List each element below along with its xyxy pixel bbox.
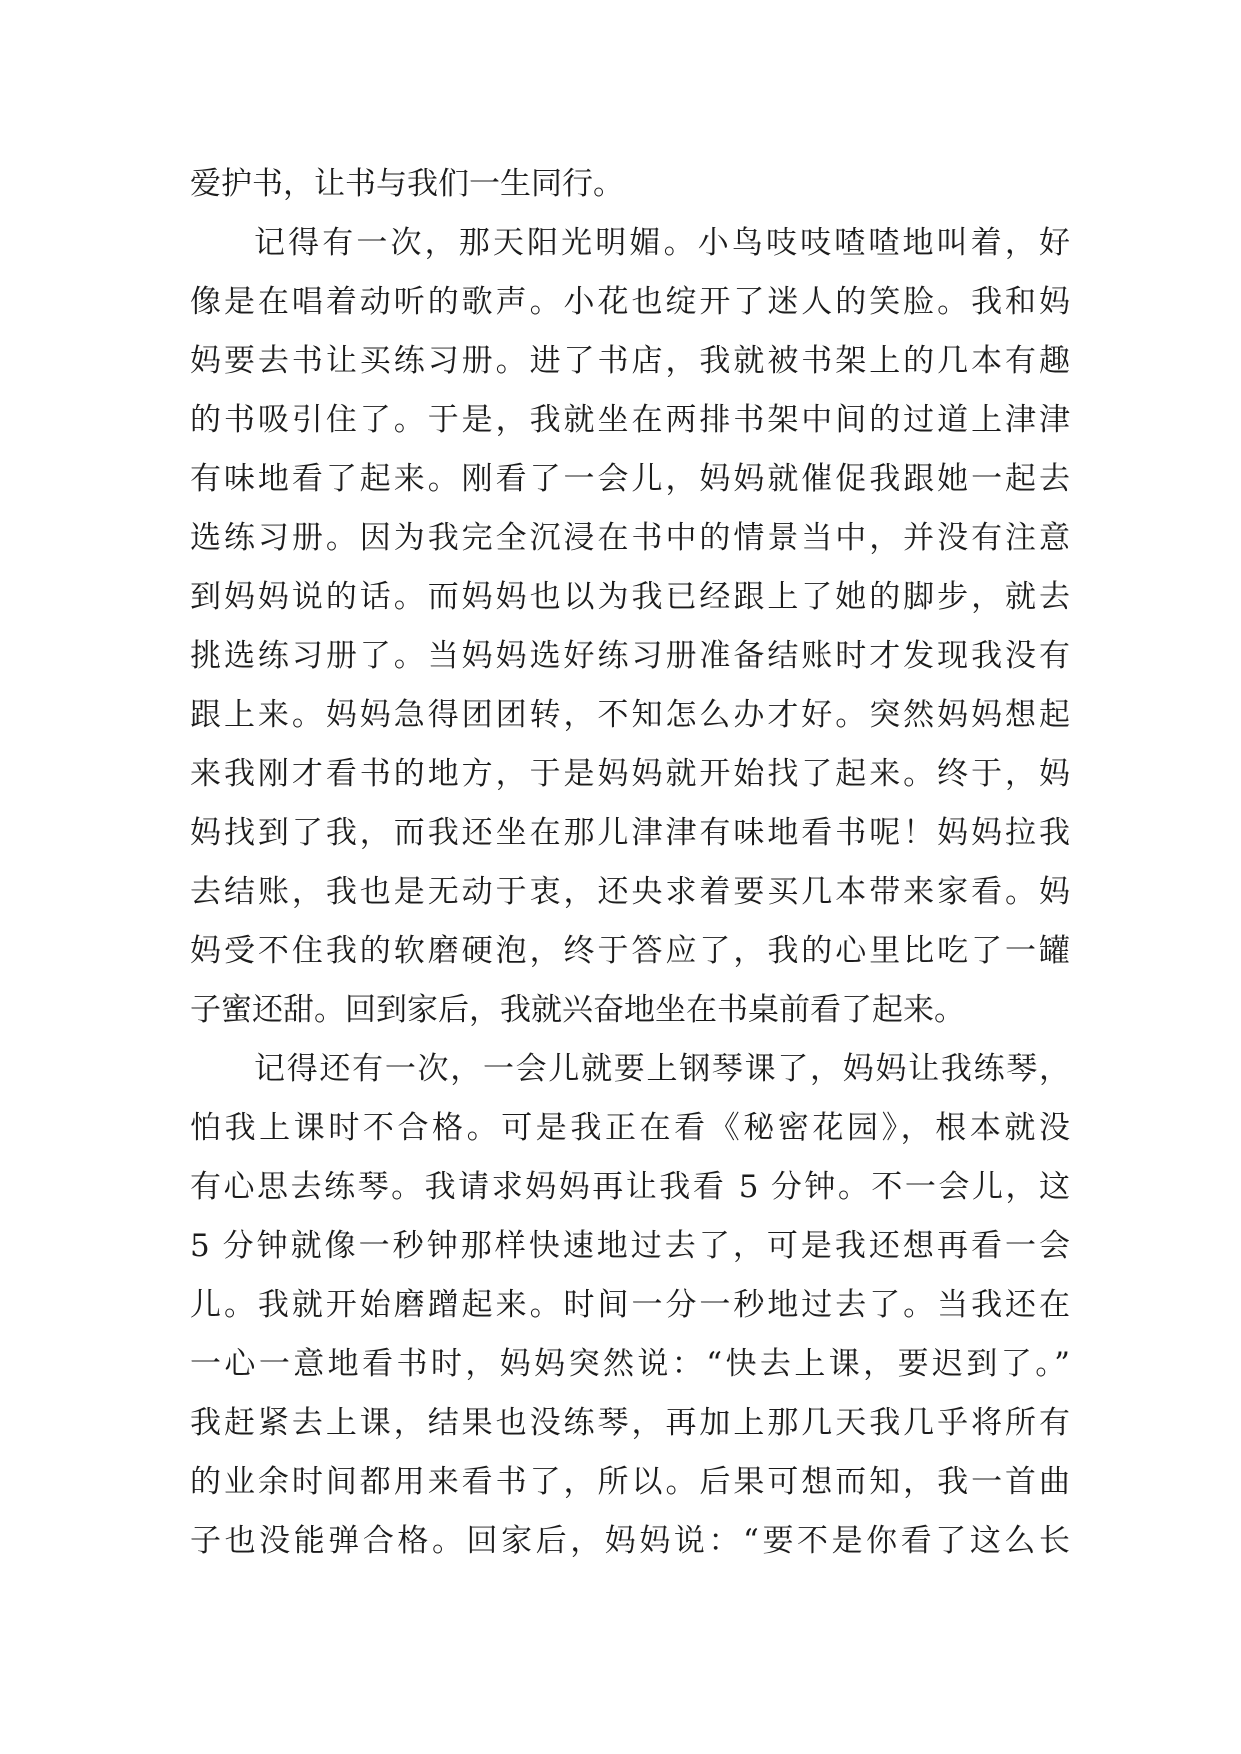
paragraph-line: 的业余时间都用来看书了，所以。后果可想而知，我一首曲	[190, 1464, 1070, 1500]
paragraph-line: 像是在唱着动听的歌声。小花也绽开了迷人的笑脸。我和妈	[190, 284, 1070, 320]
paragraph-line: 到妈妈说的话。而妈妈也以为我已经跟上了她的脚步，就去	[190, 579, 1070, 615]
paragraph-line: 一心一意地看书时，妈妈突然说：“快去上课，要迟到了。”	[190, 1346, 1070, 1382]
paragraph-line: 儿。我就开始磨蹭起来。时间一分一秒地过去了。当我还在	[190, 1287, 1070, 1323]
paragraph-line: 妈要去书让买练习册。进了书店，我就被书架上的几本有趣	[190, 343, 1070, 379]
paragraph-line: 子也没能弹合格。回家后，妈妈说：“要不是你看了这么长	[190, 1523, 1070, 1559]
paragraph-line: 怕我上课时不合格。可是我正在看《秘密花园》，根本就没	[190, 1110, 1070, 1146]
essay-body	[190, 155, 1070, 1571]
paragraph-line: 妈受不住我的软磨硬泡，终于答应了，我的心里比吃了一罐	[190, 933, 1070, 969]
paragraph-line: 有味地看了起来。刚看了一会儿，妈妈就催促我跟她一起去	[190, 461, 1070, 497]
paragraph-line: 跟上来。妈妈急得团团转，不知怎么办才好。突然妈妈想起	[190, 697, 1070, 733]
paragraph-line: 有心思去练琴。我请求妈妈再让我看 5 分钟。不一会儿，这	[190, 1169, 1070, 1205]
paragraph-line: 爱护书，让书与我们一生同行。	[190, 166, 624, 202]
paragraph-line: 5 分钟就像一秒钟那样快速地过去了，可是我还想再看一会	[190, 1228, 1070, 1264]
paragraph-line: 记得有一次，那天阳光明媚。小鸟吱吱喳喳地叫着，好	[254, 225, 1070, 261]
paragraph-line: 子蜜还甜。回到家后，我就兴奋地坐在书桌前看了起来。	[190, 992, 965, 1028]
paragraph-line: 去结账，我也是无动于衷，还央求着要买几本带来家看。妈	[190, 874, 1070, 910]
paragraph-line: 选练习册。因为我完全沉浸在书中的情景当中，并没有注意	[190, 520, 1070, 556]
paragraph-line: 妈找到了我，而我还坐在那儿津津有味地看书呢！妈妈拉我	[190, 815, 1070, 851]
paragraph-line: 挑选练习册了。当妈妈选好练习册准备结账时才发现我没有	[190, 638, 1070, 674]
paragraph-line: 我赶紧去上课，结果也没练琴，再加上那几天我几乎将所有	[190, 1405, 1070, 1441]
paragraph-line: 来我刚才看书的地方，于是妈妈就开始找了起来。终于，妈	[190, 756, 1070, 792]
paragraph-line: 的书吸引住了。于是，我就坐在两排书架中间的过道上津津	[190, 402, 1070, 438]
paragraph-line: 记得还有一次，一会儿就要上钢琴课了，妈妈让我练琴，	[254, 1051, 1070, 1087]
